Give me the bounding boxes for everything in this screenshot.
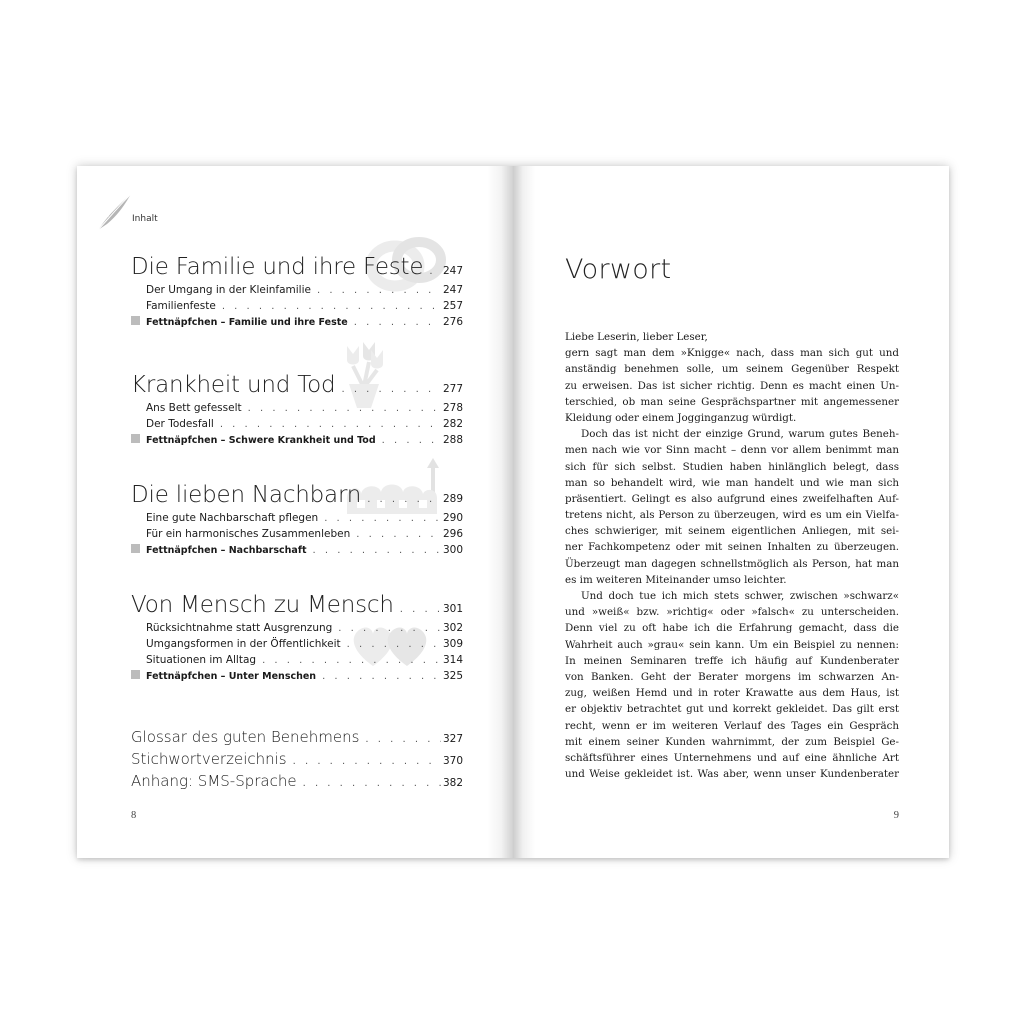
leader-dots	[317, 285, 441, 296]
toc-entry-title: Anhang: SMS-Sprache	[131, 772, 297, 790]
toc-entry-title: Fettnäpfchen – Schwere Krankheit und Tod	[146, 435, 376, 446]
toc-page-number: 278	[442, 402, 463, 414]
toc-fettnaepfchen[interactable]	[131, 316, 463, 333]
text-line: Liebe Leserin, lieber Leser,	[565, 331, 708, 343]
text-line: Denn viel zu oft habe ich die Erfahrung gemacht, dass die	[565, 622, 899, 635]
toc-page-number: 325	[442, 670, 463, 682]
toc-entry[interactable]	[131, 284, 463, 300]
leader-dots	[341, 384, 440, 395]
toc-entry[interactable]	[131, 300, 463, 316]
toc-chapter-title: Von Mensch zu Mensch	[131, 592, 394, 618]
text-line: es im weiteren Miteinander umso leichter.	[565, 573, 787, 586]
toc-entry[interactable]	[131, 512, 463, 528]
toc-appendix-entry[interactable]	[131, 772, 463, 794]
toc-page-number: 300	[442, 544, 463, 556]
leader-dots	[354, 317, 441, 328]
toc-page-number: 370	[442, 755, 463, 767]
leader-dots	[313, 545, 441, 556]
toc-appendix	[131, 728, 463, 794]
toc-entry-title: Glossar des guten Benehmens	[131, 728, 360, 746]
toc-entry-title: Eine gute Nachbarschaft pflegen	[146, 512, 319, 524]
text-line: Überzeugt man dagegen schnellstmöglich als Person, hat man	[565, 557, 899, 570]
toc-entry-title: Der Todesfall	[146, 418, 214, 430]
toc-page-number: 247	[442, 284, 463, 296]
text-line: man so behandelt wird, wie man handelt und wie man sich	[565, 476, 899, 489]
page-number-left: 8	[131, 810, 137, 821]
text-line: ner Fachkompetenz oder mit seinen Inhalten zu überzeugen.	[565, 541, 899, 554]
feather-icon	[95, 190, 135, 232]
toc-chapter-title: Krankheit und Tod	[131, 372, 336, 398]
square-marker-icon	[131, 544, 140, 553]
leader-dots	[222, 301, 441, 312]
text-line: Und doch tue ich mich stets schwer, zwischen »schwarz«	[581, 590, 899, 602]
toc-page-number: 277	[442, 383, 463, 395]
square-marker-icon	[131, 316, 140, 325]
leader-dots	[303, 778, 441, 789]
text-line: Doch das ist nicht der einzige Grund, warum gutes Beneh-	[581, 428, 899, 441]
toc-chapter-title: Die Familie und ihre Feste	[131, 254, 424, 280]
toc-page-number: 276	[442, 316, 463, 328]
toc-entry[interactable]	[131, 418, 463, 434]
text-line: präsentiert. Gelingt es also aufgrund eines zweifelhaften Auf-	[565, 492, 899, 505]
toc-fettnaepfchen[interactable]	[131, 434, 463, 451]
toc-page-number: 314	[442, 654, 463, 666]
leader-dots	[248, 403, 441, 414]
running-head: Inhalt	[132, 214, 158, 224]
toc-entry[interactable]	[131, 622, 463, 638]
toc-section	[131, 254, 463, 372]
toc-entry-title: Ans Bett gefesselt	[146, 402, 242, 414]
toc-entry[interactable]	[131, 528, 463, 544]
toc-page-number: 327	[442, 733, 463, 745]
toc-page-number: 290	[442, 512, 463, 524]
leader-dots	[367, 494, 441, 505]
toc-entry-title: Der Umgang in der Kleinfamilie	[146, 284, 311, 296]
leader-dots	[382, 435, 441, 446]
body-text	[565, 329, 899, 782]
toc-entry-title: Situationen im Alltag	[146, 654, 257, 666]
text-line: recht, wenn er im weiteren Verlauf des Tages ein Gespräch	[565, 719, 899, 732]
text-line: und »weiß« bzw. »richtig« oder »falsch« zu unterscheiden.	[565, 606, 899, 619]
toc-entry-title: Stichwortverzeichnis	[131, 750, 287, 768]
text-line: tretens nicht, als Person zu überzeugen, wird es um ein Vielfa-	[565, 509, 899, 522]
text-line: Wahrheit auch »grau« sein kann. Um ein Beispiel zu nennen:	[565, 638, 899, 651]
leader-dots	[220, 419, 441, 430]
toc-entry-title: Rücksichtnahme statt Ausgrenzung	[146, 622, 333, 634]
text-line: zug, weißen Hemd und in roter Krawatte aus dem Haus, ist	[565, 687, 899, 700]
toc-page-number: 301	[442, 603, 463, 615]
text-line: er objektiv betrachtet gut und korrekt gekleidet. Das gilt erst	[565, 703, 899, 716]
toc-appendix-entry[interactable]	[131, 728, 463, 750]
square-marker-icon	[131, 670, 140, 679]
page-number-right: 9	[893, 810, 899, 821]
toc-entry[interactable]	[131, 638, 463, 654]
toc-fettnaepfchen[interactable]	[131, 544, 463, 561]
text-line: ches schwieriger, mit seinem eigentlichen Anliegen, mit sei-	[565, 525, 899, 538]
leader-dots	[429, 266, 441, 277]
leader-dots	[324, 513, 441, 524]
toc-chapter[interactable]	[131, 254, 463, 284]
toc-chapter[interactable]	[131, 592, 463, 622]
toc-entry-title: Fettnäpfchen – Unter Menschen	[146, 671, 317, 682]
toc-page-number: 282	[442, 418, 463, 430]
toc-page-number: 288	[442, 434, 463, 446]
leader-dots	[293, 756, 441, 767]
toc-page-number: 257	[442, 300, 463, 312]
toc-page-number: 247	[442, 265, 463, 277]
leader-dots	[400, 604, 441, 615]
text-line: sich für sich selbst. Studien haben hinlänglich belegt, dass	[565, 460, 899, 473]
toc-entry-title: Fettnäpfchen – Nachbarschaft	[146, 545, 307, 556]
toc-entry-title: Fettnäpfchen – Familie und ihre Feste	[146, 317, 348, 328]
toc-section	[131, 482, 463, 592]
book-spread	[77, 166, 949, 858]
text-line: Kleidung oder einem Jogginganzug würdigt.	[565, 411, 797, 424]
toc-chapter-title: Die lieben Nachbarn	[131, 482, 362, 508]
toc-page-number: 382	[442, 777, 463, 789]
gutter-shadow	[513, 166, 535, 858]
leader-dots	[338, 623, 441, 634]
text-line: schäftsführer eines Unternehmens und auf eine ähnliche Art	[565, 751, 899, 764]
leader-dots	[365, 734, 441, 745]
toc-entry-title: Umgangsformen in der Öffentlichkeit	[146, 638, 341, 650]
toc-section	[131, 592, 463, 728]
toc-entry-title: Für ein harmonisches Zusammenleben	[146, 528, 351, 540]
leader-dots	[322, 671, 441, 682]
toc-page-number: 302	[442, 622, 463, 634]
toc-appendix-entry[interactable]	[131, 750, 463, 772]
toc-fettnaepfchen[interactable]	[131, 670, 463, 687]
text-line: anständig benehmen solle, um seinem Gegenüber Respekt	[565, 363, 899, 376]
square-marker-icon	[131, 434, 140, 443]
toc-page-number: 309	[442, 638, 463, 650]
toc-entry-title: Familienfeste	[146, 300, 216, 312]
toc-page-number: 289	[442, 493, 463, 505]
leader-dots	[356, 529, 441, 540]
table-of-contents	[131, 254, 463, 794]
gutter-shadow	[487, 166, 513, 858]
toc-entry[interactable]	[131, 654, 463, 670]
toc-entry[interactable]	[131, 402, 463, 418]
text-line: mit einem seiner Kunden wahrnimmt, der zum Beispiel Ge-	[565, 735, 899, 748]
text-line: zu erweisen. Das ist sicher richtig. Denn es macht einen Un-	[565, 379, 899, 392]
text-line: In meinen Seminaren treffe ich häufig auf Kundenberater	[565, 654, 899, 667]
left-page	[77, 166, 513, 858]
text-line: und Weise gekleidet ist. Was aber, wenn unser Kundenberater	[565, 768, 899, 781]
leader-dots	[347, 639, 441, 650]
chapter-title: Vorwort	[565, 254, 672, 285]
text-line: men nach wie vor Sinn macht – denn vor allem benimmt man	[565, 444, 899, 457]
leader-dots	[262, 655, 441, 666]
text-line: gern sagt man dem »Knigge« nach, dass man sich gut und	[565, 347, 899, 360]
text-line: von Banken. Geht der Berater morgens im schwarzen An-	[565, 670, 899, 683]
toc-chapter[interactable]	[131, 482, 463, 512]
toc-chapter[interactable]	[131, 372, 463, 402]
text-line: terschied, ob man seine Gesprächspartner mit angemessener	[565, 395, 899, 408]
right-page	[513, 166, 949, 858]
toc-page-number: 296	[442, 528, 463, 540]
